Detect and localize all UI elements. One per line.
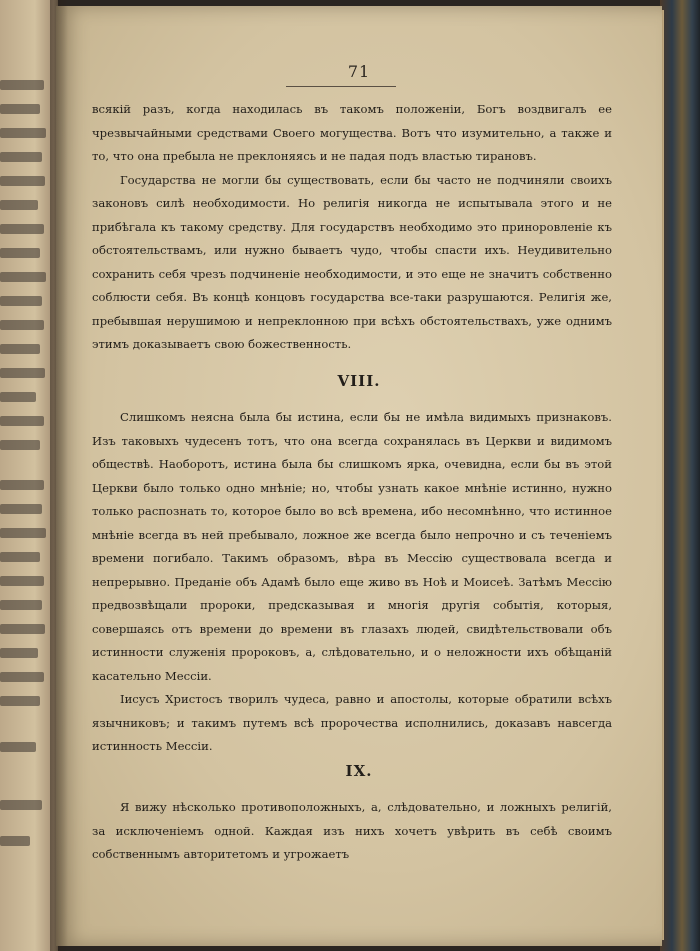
book-page [56, 6, 662, 946]
paragraph: Слишкомъ неясна была бы истина, если бы не имѣла видимыхъ признаковъ. Изъ таковыхъ чудесенъ тотъ, что она всегда сохранялась въ Церкви и видимомъ обществѣ. Наоборотъ, истина была бы слишкомъ ярка, очевидна, если бы въ этой Церкви было только одно мнѣніе; но, чтобы узнать какое мнѣніе истинно, нужно только распознать то, которое было во всѣ времена, ибо несомнѣнно, что истинное мнѣніе всегда въ ней пребывало, ложное же всегда было непрочно и съ теченіемъ времени погибало. Такимъ образомъ, вѣра въ Мессію существовала всегда и непрерывно. Преданіе объ Адамѣ было еще живо въ Ноѣ и Моисеѣ. Затѣмъ Мессію предвозвѣщали пророки, предсказывая и многія другія событія, которыя, совершаясь отъ времени до времени въ глазахъ людей, свидѣтельствовали объ истинности служенія пророковъ, а, слѣдовательно, и о неложности ихъ обѣщаній касательно Мессіи. [92, 410, 612, 683]
paragraph: Я вижу нѣсколько противоположныхъ, а, слѣдовательно, и ложныхъ религій, за исключеніемъ одной. Каждая изъ нихъ хочетъ увѣрить въ себѣ своимъ собственнымъ авторитетомъ и угрожаетъ [92, 800, 612, 861]
paragraph: Государства не могли бы существовать, если бы часто не подчиняли своихъ законовъ силѣ необходимости. Но религія никогда не испытывала этого и не прибѣгала къ такому средству. Для государствъ необходимо это приноровленіе къ обстоятельствамъ, или нужно бываетъ чудо, чтобы спасти ихъ. Неудивительно сохранить себя чрезъ подчиненіе необходимости, и это еще не значитъ собственно соблюсти себя. Въ концѣ концовъ государства все-таки разрушаются. Религія же, пребывшая нерушимою и непреклонною при всѣхъ обстоятельствахъ, уже однимъ этимъ доказываетъ свою божественность. [92, 172, 612, 351]
section-heading-ix: IX. [345, 762, 373, 780]
text-section-3 [92, 796, 612, 867]
book-binding [660, 0, 700, 951]
page-number: 71 [347, 62, 371, 81]
text-section-2 [92, 406, 612, 759]
page-gutter-shadow [50, 0, 68, 951]
section-heading-viii: VIII. [337, 372, 381, 390]
paragraph: Іисусъ Христосъ творилъ чудеса, равно и апостолы, которые обратили всѣхъ язычниковъ; и такимъ путемъ всѣ пророчества исполнились, доказавъ навсегда истинность Мессіи. [92, 692, 612, 753]
header-rule [286, 86, 396, 87]
text-section-1 [92, 98, 612, 357]
paragraph: всякій разъ, когда находилась въ такомъ положеніи, Богъ воздвигалъ ее чрезвычайными средствами Своего могущества. Вотъ что изумительно, а также и то, что она пребыла не преклоняясь и не падая подъ властью тирановъ. [92, 102, 612, 163]
